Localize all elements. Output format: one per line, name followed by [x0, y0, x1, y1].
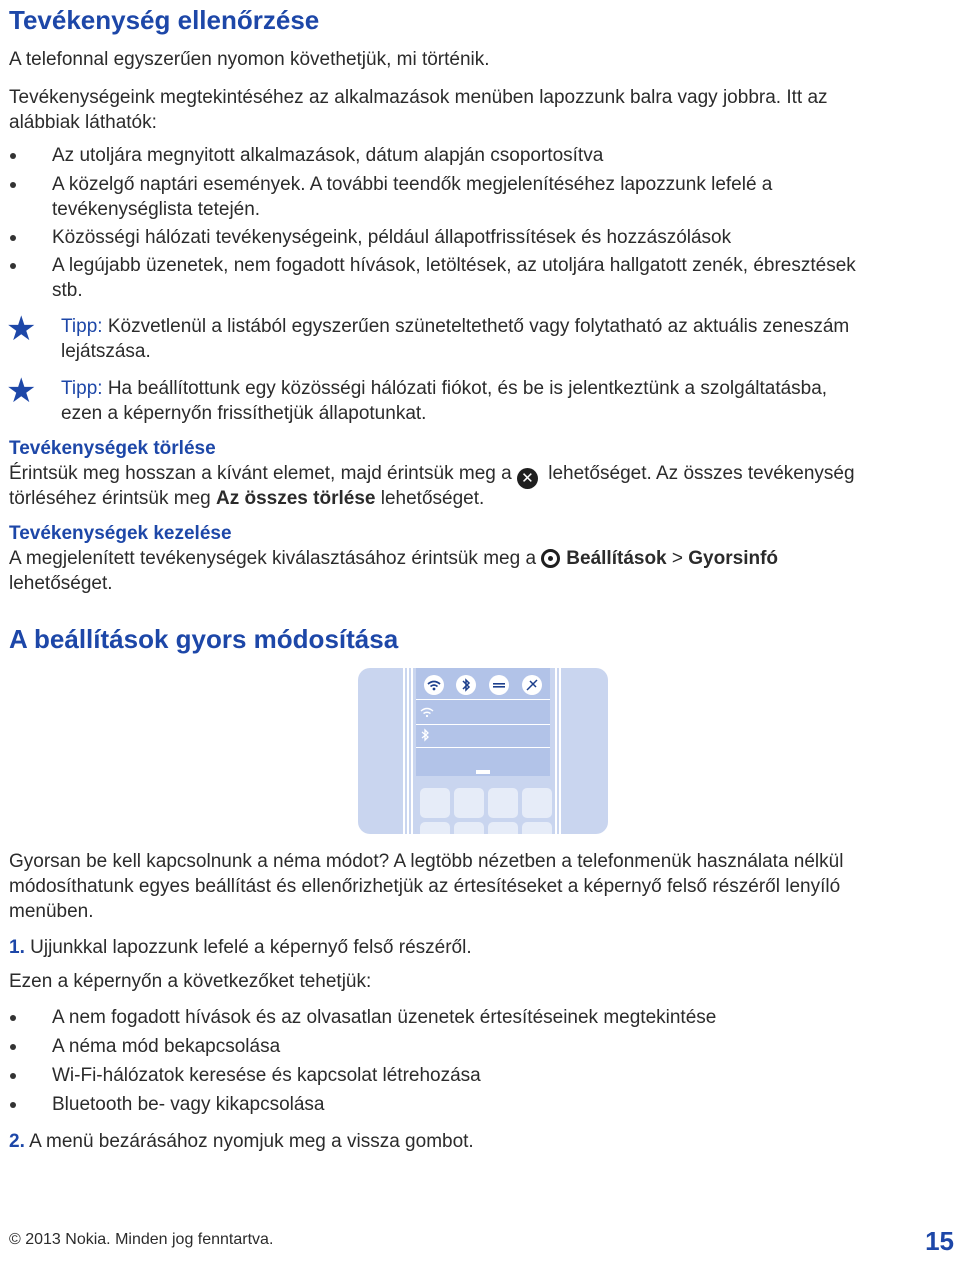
- section-title-activity: Tevékenység ellenőrzése: [9, 5, 320, 35]
- bullet-dot: [10, 1044, 16, 1050]
- bullet-dot: [10, 263, 16, 269]
- delete-paragraph-line: [9, 486, 484, 511]
- intro-text: Ezen a képernyőn a következőket tehetjük:: [9, 971, 372, 992]
- tip-label: Tipp:: [61, 378, 103, 399]
- text-segment: Érintsük meg hosszan a kívánt elemet, majd érintsük meg a: [9, 463, 517, 484]
- manage-paragraph-line: lehetőséget.: [9, 573, 113, 594]
- divider: [416, 747, 550, 748]
- star-icon: ★: [6, 310, 37, 348]
- step-text: A menü bezárásához nyomjuk meg a vissza gombot.: [24, 1131, 474, 1152]
- text-segment: A megjelenített tevékenységek kiválasztásához érintsük meg a: [9, 548, 542, 569]
- list-item: A közelgő naptári események. A további teendők megjelenítéséhez lapozzunk lefelé a: [52, 174, 773, 195]
- quick-info-option: Gyorsinfó: [688, 548, 779, 569]
- tile: [420, 788, 450, 818]
- delete-paragraph-line: [9, 461, 855, 489]
- step-2: [9, 1129, 474, 1154]
- settings-gear-icon: [541, 549, 560, 568]
- bullet-dot: [10, 1102, 16, 1108]
- tile: [454, 788, 484, 818]
- step-text: Ujjunkkal lapozzunk lefelé a képernyő felső részéről.: [24, 937, 472, 958]
- list-item: Az utoljára megnyitott alkalmazások, dátum alapján csoportosítva: [52, 145, 604, 166]
- stripe-decor: [403, 668, 413, 834]
- text-segment: törléséhez érintsük meg: [9, 488, 216, 509]
- brightness-icon: [489, 675, 509, 695]
- wifi-icon: [420, 705, 434, 723]
- tile: [522, 788, 552, 818]
- list-item: Bluetooth be- vagy kikapcsolása: [52, 1094, 325, 1115]
- bluetooth-icon: [456, 675, 476, 695]
- bluetooth-icon: [419, 728, 431, 747]
- paragraph-line: Gyorsan be kell kapcsolnunk a néma módot? A legtöbb nézetben a telefonmenük használata nélkül: [9, 851, 844, 872]
- list-item: Wi-Fi-hálózatok keresése és kapcsolat létrehozása: [52, 1065, 481, 1086]
- divider: [416, 724, 550, 725]
- bullet-dot: [10, 153, 16, 159]
- section-title-delete: Tevékenységek törlése: [9, 438, 216, 459]
- paragraph-line: módosíthatunk egyes beállítást és ellenőrizhetjük az értesítéseket a képernyő felső részéről lenyíló: [9, 876, 841, 897]
- tile: [420, 822, 450, 834]
- text-segment: lehetőséget.: [375, 488, 485, 509]
- settings-option: Beállítások: [566, 548, 667, 569]
- list-item: A legújabb üzenetek, nem fogadott hívások, letöltések, az utoljára hallgatott zenék, ébresztések: [52, 255, 856, 276]
- page-number: 15: [925, 1226, 954, 1256]
- paragraph-line: Tevékenységeink megtekintéséhez az alkalmazások menüben lapozzunk balra vagy jobbra. Itt az: [9, 87, 828, 108]
- bullet-dot: [10, 1073, 16, 1079]
- action-center-illustration: [358, 668, 608, 834]
- tile: [488, 822, 518, 834]
- delete-all-option: Az összes törlése: [216, 488, 376, 509]
- list-item: Közösségi hálózati tevékenységeink, például állapotfrissítések és hozzászólások: [52, 227, 732, 248]
- paragraph-line: alábbiak láthatók:: [9, 112, 157, 133]
- tip-text: Ha beállítottunk egy közösségi hálózati fiókot, és be is jelentkeztünk a szolgáltatásba,: [102, 378, 828, 399]
- list-item-continuation: stb.: [52, 280, 83, 301]
- tile: [488, 788, 518, 818]
- bullet-dot: [10, 235, 16, 241]
- tip-label: Tipp:: [61, 316, 103, 337]
- drag-handle: [476, 770, 490, 774]
- step-number: 1.: [9, 937, 25, 958]
- list-item-continuation: tevékenységlista tetején.: [52, 199, 261, 220]
- text-segment: lehetőséget. Az összes tevékenység: [542, 463, 855, 484]
- tip-line: [61, 376, 827, 401]
- airplane-mode-icon: [522, 675, 542, 695]
- divider: [416, 699, 550, 700]
- step-number: 2.: [9, 1131, 25, 1152]
- copyright: © 2013 Nokia. Minden jog fenntartva.: [9, 1231, 274, 1248]
- bullet-dot: [10, 1015, 16, 1021]
- tip-text: Közvetlenül a listából egyszerűen szüneteltethető vagy folytatható az aktuális zeneszám: [102, 316, 850, 337]
- wifi-icon: [424, 675, 444, 695]
- tip-line-continuation: lejátszása.: [61, 341, 151, 362]
- path-separator: >: [666, 548, 689, 569]
- tile: [454, 822, 484, 834]
- tip-line: [61, 314, 849, 339]
- step-1: [9, 935, 472, 960]
- paragraph-line: menüben.: [9, 901, 94, 922]
- section-title-quick-settings: A beállítások gyors módosítása: [9, 624, 399, 654]
- stripe-decor: [553, 668, 563, 834]
- manage-paragraph-line: [9, 546, 778, 571]
- tip-line-continuation: ezen a képernyőn frissíthetjük állapotunkat.: [61, 403, 427, 424]
- list-item: A néma mód bekapcsolása: [52, 1036, 281, 1057]
- tile: [522, 822, 552, 834]
- close-icon: ✕: [517, 468, 538, 489]
- bullet-dot: [10, 182, 16, 188]
- intro-text: A telefonnal egyszerűen nyomon követhetjük, mi történik.: [9, 49, 490, 70]
- star-icon: ★: [6, 372, 37, 410]
- list-item: A nem fogadott hívások és az olvasatlan üzenetek értesítéseinek megtekintése: [52, 1007, 717, 1028]
- section-title-manage: Tevékenységek kezelése: [9, 523, 232, 544]
